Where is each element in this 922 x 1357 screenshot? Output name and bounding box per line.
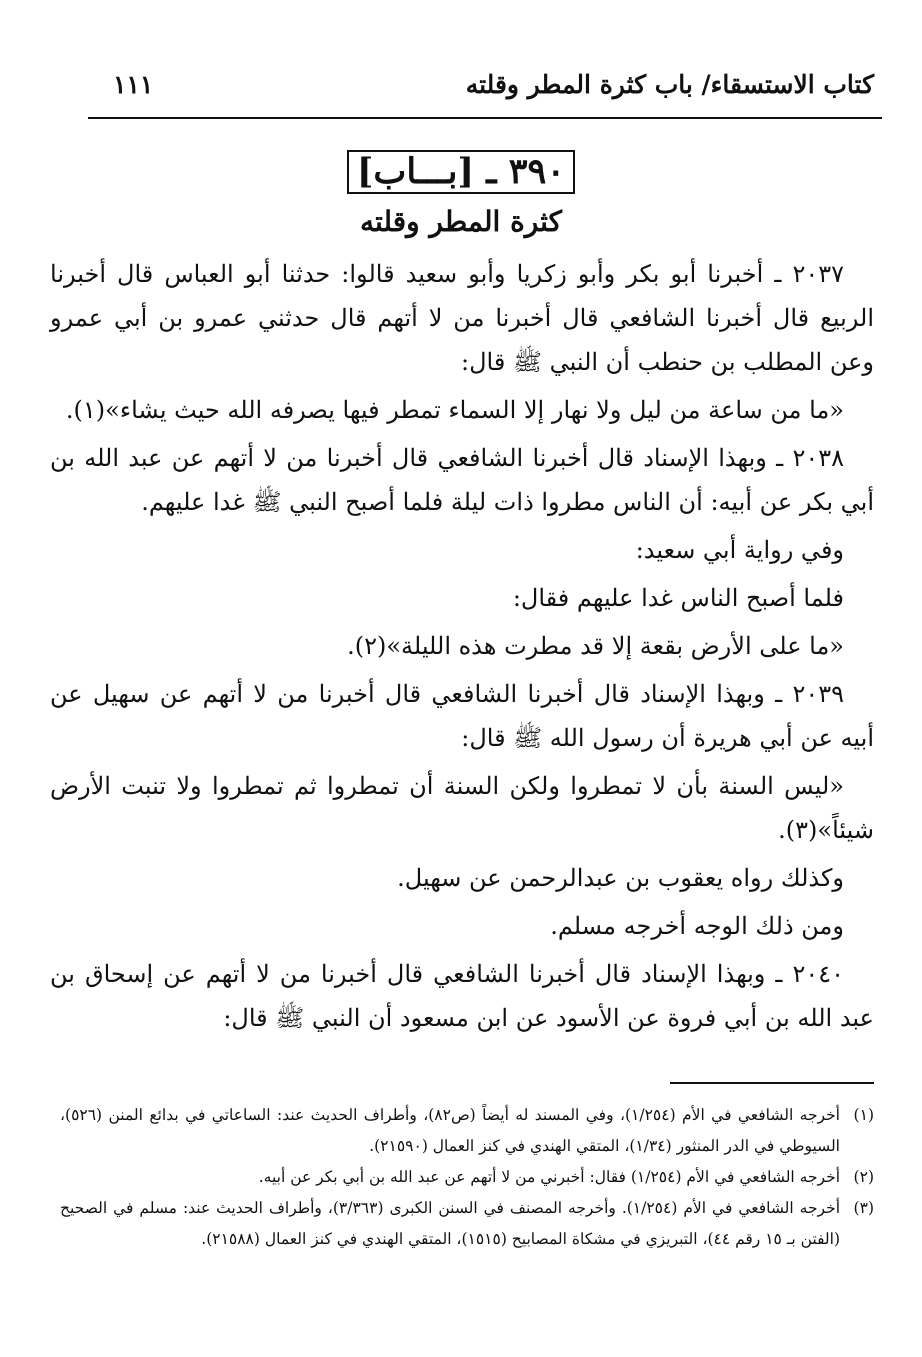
footnote-text: أخرجه الشافعي في الأم (١/٢٥٤)، وفي المسند له أيضاً (ص٨٢)، وأطراف الحديث عند: الساعاتي في بدائع المنن (٥٢٦)، السيوطي في الدر المنثور (١/٣٤)، المتقي الهندي في كنز العمال (٢١٥٩٠). <box>60 1106 840 1155</box>
paragraph-hadith-2039: ٢٠٣٩ ـ وبهذا الإسناد قال أخبرنا الشافعي قال أخبرنا من لا أتهم عن سهيل عن أبيه عن أبي هريرة أن رسول الله ﷺ قال: <box>50 680 874 752</box>
paragraph-hadith-text: «ما من ساعة من ليل ولا نهار إلا السماء تمطر فيها يصرفه الله حيث يشاء»(١). <box>65 396 844 424</box>
chapter-heading-text: ٣٩٠ ـ [بـــاب] <box>347 150 575 194</box>
chapter-subtitle: كثرة المطر وقلته <box>360 205 562 238</box>
footnote-rule <box>670 1082 874 1084</box>
header-rule <box>88 117 882 119</box>
paragraph-hadith-2037: ٢٠٣٧ ـ أخبرنا أبو بكر وأبو زكريا وأبو سعيد قالوا: حدثنا أبو العباس قال أخبرنا الربيع قال أخبرنا الشافعي قال أخبرنا من لا أتهم قال حدثني عمرو بن أبي عمرو وعن المطلب بن حنطب أن النبي ﷺ قال: <box>50 260 874 376</box>
page-header <box>88 70 874 114</box>
paragraph-hadith-2038: ٢٠٣٨ ـ وبهذا الإسناد قال أخبرنا الشافعي قال أخبرنا من لا أتهم عن عبد الله بن أبي بكر عن أبيه: أن الناس مطروا ذات ليلة فلما أصبح النبي ﷺ غدا عليهم. <box>50 444 874 516</box>
paragraph-hadith-text: «ما على الأرض بقعة إلا قد مطرت هذه الليلة»(٢). <box>347 632 844 660</box>
running-title: كتاب الاستسقاء/ باب كثرة المطر وقلته <box>465 70 874 99</box>
paragraph-narration-note: وفي رواية أبي سعيد: <box>635 536 844 564</box>
paragraph-note: وكذلك رواه يعقوب بن عبدالرحمن عن سهيل. <box>397 864 844 892</box>
footnote-text: أخرجه الشافعي في الأم (١/٢٥٤) فقال: أخبرني من لا أتهم عن عبد الله بن أبي بكر عن أبيه. <box>258 1168 840 1186</box>
paragraph-note: ومن ذلك الوجه أخرجه مسلم. <box>550 912 844 940</box>
paragraph-hadith-2040: ٢٠٤٠ ـ وبهذا الإسناد قال أخبرنا الشافعي قال أخبرنا من لا أتهم عن إسحاق بن عبد الله بن أبي فروة عن الأسود عن ابن مسعود أن النبي ﷺ قال: <box>50 960 874 1032</box>
chapter-heading <box>0 150 922 194</box>
paragraph-hadith-text: «ليس السنة بأن لا تمطروا ولكن السنة أن تمطروا ثم تمطروا ولا تنبت الأرض شيئاً»(٣). <box>50 772 874 844</box>
footnote-text: أخرجه الشافعي في الأم (١/٢٥٤). وأخرجه المصنف في السنن الكبرى (٣/٣٦٣)، وأطراف الحديث عند: مسلم في الصحيح (الفتن بـ ١٥ رقم ٤٤)، التبريزي في مشكاة المصابيح (١٥١٥)، المتقي الهندي في كنز العمال (٢١٥٨٨). <box>60 1199 840 1248</box>
footnote-mark: (٣) <box>853 1199 874 1217</box>
main-text <box>50 252 874 1044</box>
footnote-1 <box>60 1100 874 1162</box>
footnote-3 <box>60 1193 874 1255</box>
footnote-mark: (٢) <box>853 1168 874 1186</box>
footnote-mark: (١) <box>853 1106 874 1124</box>
paragraph-narration-text: فلما أصبح الناس غدا عليهم فقال: <box>512 584 844 612</box>
footnote-2 <box>60 1162 874 1193</box>
page-number: ١١١ <box>113 70 154 99</box>
footnotes <box>60 1100 874 1255</box>
